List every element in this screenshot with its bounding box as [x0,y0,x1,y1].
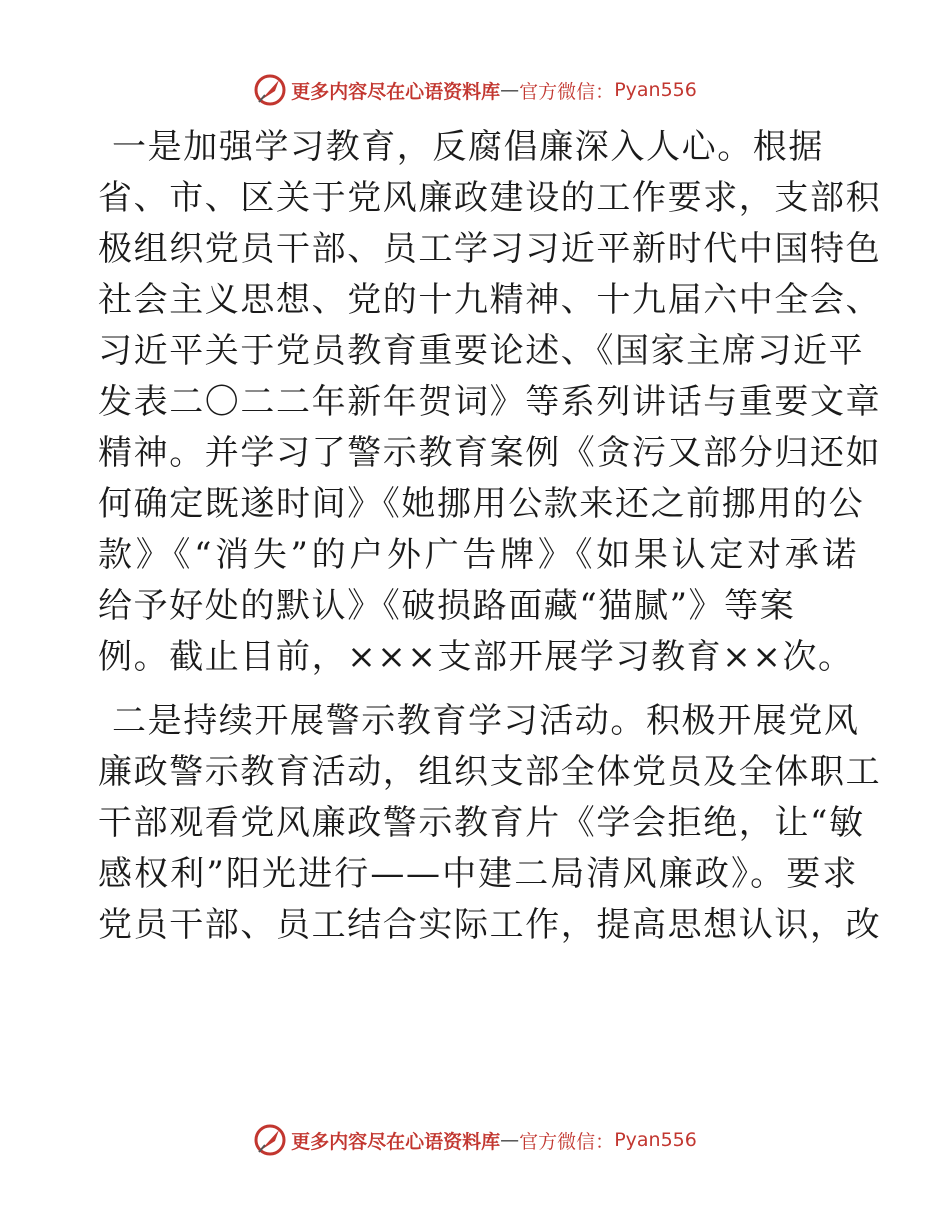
paragraph-line: 干部观看党风廉政警示教育片《学会拒绝，让“敏 [98,803,865,843]
banner-wechat-id: Pyan556 [614,79,697,101]
paragraph-line: 发表二〇二二年新年贺词》等系列讲话与重要文章 [98,382,882,422]
paragraph-line: 党员干部、员工结合实际工作，提高思想认识，改 [98,905,882,945]
banner-site-text: 更多内容尽在心语资料库 [291,80,501,103]
banner-separator: — [500,79,520,101]
paragraph-line: 感权利”阳光进行——中建二局清风廉政》。要求 [98,854,858,894]
paragraph-line: 省、市、区关于党风廉政建设的工作要求，支部积 [98,178,882,218]
paragraph-line: 一是加强学习教育，反腐倡廉深入人心。根据 [112,127,824,167]
quill-logo-icon [253,73,287,107]
banner-separator: — [500,1129,520,1151]
banner-wechat-label: 官方微信： [519,80,615,103]
quill-logo-icon [253,1123,287,1157]
banner-site-text: 更多内容尽在心语资料库 [291,1130,501,1153]
paragraph-1 [98,122,882,683]
banner-wechat-label: 官方微信： [519,1130,615,1153]
paragraph-line: 社会主义思想、党的十九精神、十九届六中全会、 [98,280,882,320]
document-body [98,122,882,951]
paragraph-line: 习近平关于党员教育重要论述、《国家主席习近平 [98,331,865,371]
paragraph-line: 廉政警示教育活动，组织支部全体党员及全体职工 [98,752,882,792]
paragraph-line: 款》《“消失”的户外广告牌》《如果认定对承诺 [98,535,858,575]
banner-wechat-id: Pyan556 [614,1129,697,1151]
paragraph-line: 精神。并学习了警示教育案例《贪污又部分归还如 [98,433,882,473]
footer-banner [0,1120,950,1160]
paragraph-line: 例。截止目前，×××支部开展学习教育××次。 [98,637,854,677]
paragraph-line: 给予好处的默认》《破损路面藏“猫腻”》等案 [98,586,796,626]
paragraph-line: 何确定既遂时间》《她挪用公款来还之前挪用的公 [98,484,865,524]
paragraph-line: 二是持续开展警示教育学习活动。积极开展党风 [112,701,860,741]
paragraph-line: 极组织党员干部、员工学习习近平新时代中国特色 [98,229,882,269]
paragraph-2 [98,696,882,951]
header-banner [0,70,950,110]
